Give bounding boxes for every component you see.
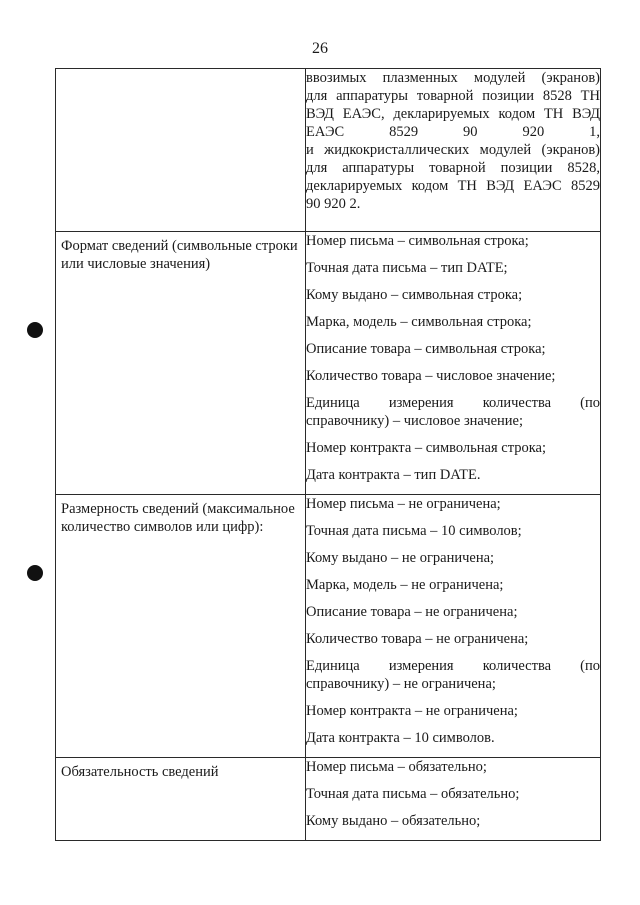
continuation-line: для аппаратуры товарной позиции 8528 ТН xyxy=(306,88,600,104)
table-row xyxy=(56,758,601,841)
list-item: Точная дата письма – тип DATE; xyxy=(306,260,508,276)
list-item: Кому выдано – обязательно; xyxy=(306,813,481,829)
list-item: Дата контракта – 10 символов. xyxy=(306,730,495,746)
list-item: Кому выдано – символьная строка; xyxy=(306,287,523,303)
value-cell xyxy=(306,495,601,758)
row-label-dimension: Размерность сведений (максимальное количество символов или цифр): xyxy=(61,501,295,535)
continuation-line: ВЭД ЕАЭС, декларируемых кодом ТН ВЭД xyxy=(306,106,600,122)
table-row xyxy=(56,495,601,758)
row-label-format: Формат сведений (символьные строки или числовые значения) xyxy=(61,238,298,272)
list-item: Номер письма – обязательно; xyxy=(306,759,487,775)
punch-hole-mark xyxy=(27,322,43,338)
list-item: Точная дата письма – 10 символов; xyxy=(306,523,522,539)
list-item: Дата контракта – тип DATE. xyxy=(306,467,481,483)
continuation-line: ввозимых плазменных модулей (экранов) xyxy=(306,70,600,86)
continuation-line: декларируемых кодом ТН ВЭД ЕАЭС 8529 xyxy=(306,178,600,194)
page-number: 26 xyxy=(312,40,328,57)
table-row xyxy=(56,69,601,232)
table-row xyxy=(56,232,601,495)
label-cell xyxy=(56,495,306,758)
list-item: Количество товара – не ограничена; xyxy=(306,631,529,647)
continuation-line: и жидкокристаллических модулей (экранов) xyxy=(306,142,600,158)
value-cell xyxy=(306,232,601,495)
list-item: Марка, модель – символьная строка; xyxy=(306,314,532,330)
list-item: Кому выдано – не ограничена; xyxy=(306,550,495,566)
list-item: Описание товара – не ограничена; xyxy=(306,604,518,620)
list-item: Номер письма – не ограничена; xyxy=(306,496,501,512)
label-cell xyxy=(56,758,306,841)
list-item: Количество товара – числовое значение; xyxy=(306,368,556,384)
list-item: Номер письма – символьная строка; xyxy=(306,233,529,249)
value-cell xyxy=(306,758,601,841)
continuation-line: для аппаратуры товарной позиции 8528, xyxy=(306,160,600,176)
list-item: Номер контракта – символьная строка; xyxy=(306,440,547,456)
empty-label-cell xyxy=(56,69,306,232)
punch-hole-mark xyxy=(27,565,43,581)
continuation-text xyxy=(306,69,600,213)
list-item: Номер контракта – не ограничена; xyxy=(306,703,518,719)
continuation-line: 90 920 2. xyxy=(306,196,361,212)
list-item: Единица измерения количества (по справочнику) – не ограничена; xyxy=(306,658,600,692)
continuation-line: ЕАЭС 8529 90 920 1, xyxy=(306,124,600,140)
row-label-obligation: Обязательность сведений xyxy=(61,764,219,780)
list-item: Единица измерения количества (по справочнику) – числовое значение; xyxy=(306,395,600,429)
list-item: Точная дата письма – обязательно; xyxy=(306,786,520,802)
list-item: Описание товара – символьная строка; xyxy=(306,341,546,357)
requirements-table xyxy=(55,68,601,841)
list-item: Марка, модель – не ограничена; xyxy=(306,577,504,593)
label-cell xyxy=(56,232,306,495)
continuation-cell xyxy=(306,69,601,232)
